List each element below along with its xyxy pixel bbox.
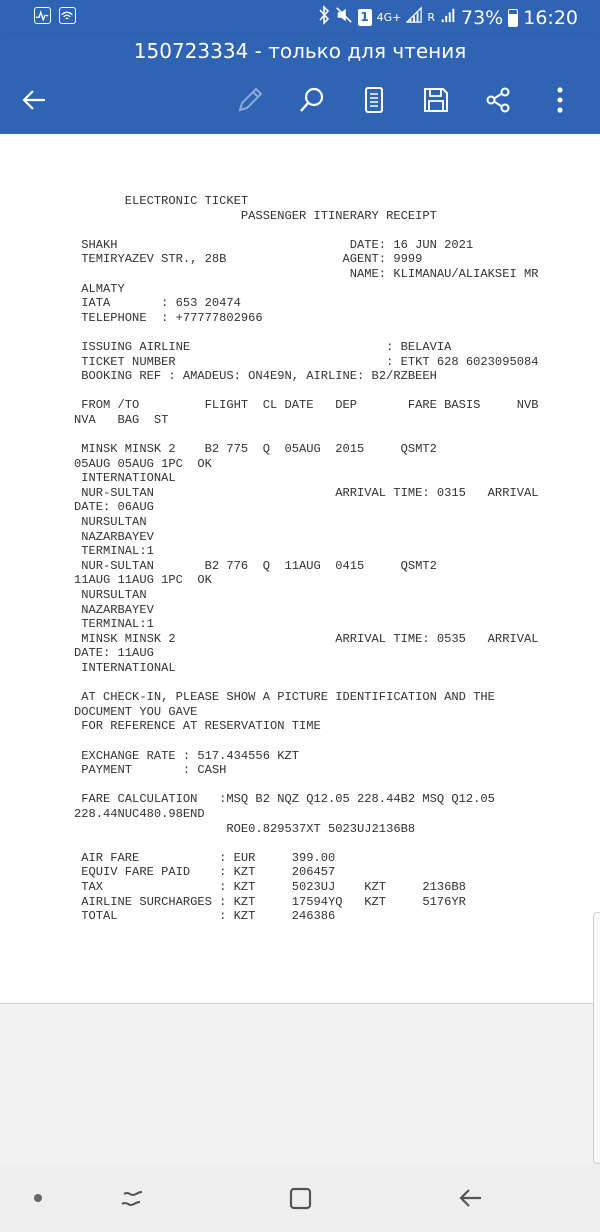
ticket-line: PASSENGER ITINERARY RECEIPT <box>74 208 437 223</box>
ticket-line: EQUIV FARE PAID : KZT 206457 <box>74 865 336 880</box>
mute-icon <box>335 6 353 29</box>
ticket-line: NAME: KLIMANAU/ALIAKSEI MR <box>74 266 539 281</box>
ticket-line: ROE0.829537XT 5023UJ2136B8 <box>74 821 416 836</box>
ticket-line: TELEPHONE : +77777802966 <box>74 310 263 325</box>
ticket-line: 11AUG 11AUG 1PC OK <box>74 573 212 588</box>
ticket-line: NAZARBAYEV <box>74 602 154 617</box>
ticket-text <box>74 194 538 924</box>
ticket-line: SHAKH DATE: 16 JUN 2021 <box>74 237 474 252</box>
navigation-bar <box>0 1164 600 1232</box>
activity-notification-icon <box>34 7 51 24</box>
ticket-line: NURSULTAN <box>74 515 147 530</box>
ticket-line: 228.44NUC480.98END <box>74 806 205 821</box>
ticket-line: PAYMENT : CASH <box>74 763 227 778</box>
ticket-line: MINSK MINSK 2 B2 775 Q 05AUG 2015 QSMT2 <box>74 442 437 457</box>
ticket-line: ALMATY <box>74 281 125 296</box>
ticket-line: DOCUMENT YOU GAVE <box>74 704 198 719</box>
reading-view-icon[interactable] <box>354 80 394 120</box>
ticket-line: ELECTRONIC TICKET <box>74 194 249 208</box>
clock-time: 16:20 <box>523 6 578 29</box>
sim-slot-icon: 1 <box>358 9 372 26</box>
ticket-line: BOOKING REF : AMADEUS: ON4E9N, AIRLINE: B2/RZBEEH <box>74 369 437 384</box>
ticket-line: TOTAL : KZT 246386 <box>74 909 336 924</box>
ticket-line: TERMINAL:1 <box>74 617 154 632</box>
ticket-line: TICKET NUMBER : ETKT 628 6023095084 <box>74 354 539 369</box>
battery-percent: 73% <box>461 6 504 29</box>
app-bar <box>0 34 600 134</box>
ticket-line: AIRLINE SURCHARGES : KZT 17594YQ KZT 5176YR <box>74 894 466 909</box>
ticket-line: NVA BAG ST <box>74 412 169 427</box>
toolbar <box>0 80 600 120</box>
more-options-icon[interactable] <box>540 80 580 120</box>
network-type: 4G+ <box>376 10 402 24</box>
ticket-line: EXCHANGE RATE : 517.434556 KZT <box>74 748 299 763</box>
ticket-line: AIR FARE : EUR 399.00 <box>74 850 336 865</box>
document-title: 150723334 - только для чтения <box>133 39 467 63</box>
ticket-line: DATE: 06AUG <box>74 500 154 515</box>
ticket-line: DATE: 11AUG <box>74 646 154 661</box>
ticket-line: FROM /TO FLIGHT CL DATE DEP FARE BASIS NVB <box>74 398 539 413</box>
ticket-line: TAX : KZT 5023UJ KZT 2136B8 <box>74 879 466 894</box>
signal-icon-2 <box>440 6 456 29</box>
ticket-line: NAZARBAYEV <box>74 529 154 544</box>
home-dot-icon[interactable] <box>18 1180 58 1216</box>
back-icon[interactable] <box>450 1180 490 1216</box>
ticket-line: 05AUG 05AUG 1PC OK <box>74 456 212 471</box>
document-page[interactable] <box>0 134 600 1004</box>
edit-pencil-icon[interactable] <box>230 80 270 120</box>
ticket-line: INTERNATIONAL <box>74 471 176 486</box>
ticket-line: NUR-SULTAN ARRIVAL TIME: 0315 ARRIVAL <box>74 485 539 500</box>
bluetooth-icon <box>318 5 330 30</box>
ticket-line: AT CHECK-IN, PLEASE SHOW A PICTURE IDENTIFICATION AND THE <box>74 690 495 705</box>
search-icon[interactable] <box>292 80 332 120</box>
status-bar <box>0 0 600 34</box>
ticket-line: ISSUING AIRLINE : BELAVIA <box>74 339 452 354</box>
battery-icon <box>508 9 518 27</box>
ticket-line: MINSK MINSK 2 ARRIVAL TIME: 0535 ARRIVAL <box>74 631 539 646</box>
signal-icon-1 <box>406 6 422 29</box>
ticket-line: NUR-SULTAN B2 776 Q 11AUG 0415 QSMT2 <box>74 558 437 573</box>
ticket-line: IATA : 653 20474 <box>74 296 241 311</box>
back-arrow-icon[interactable] <box>14 80 54 120</box>
ticket-line: TERMINAL:1 <box>74 544 154 559</box>
wifi-notification-icon <box>59 7 76 24</box>
save-icon[interactable] <box>416 80 456 120</box>
home-icon[interactable] <box>280 1180 320 1216</box>
ticket-line: TEMIRYAZEV STR., 28B AGENT: 9999 <box>74 252 423 267</box>
ticket-line: NURSULTAN <box>74 588 147 603</box>
recent-apps-icon[interactable] <box>112 1180 152 1216</box>
status-right <box>318 5 578 30</box>
ticket-line: INTERNATIONAL <box>74 661 176 675</box>
status-left <box>34 7 76 24</box>
ticket-line: FOR REFERENCE AT RESERVATION TIME <box>74 719 321 734</box>
scroll-handle[interactable] <box>593 912 600 1164</box>
share-icon[interactable] <box>478 80 518 120</box>
roaming-indicator: R <box>427 10 435 24</box>
ticket-line: FARE CALCULATION :MSQ B2 NQZ Q12.05 228.44B2 MSQ Q12.05 <box>74 792 495 807</box>
